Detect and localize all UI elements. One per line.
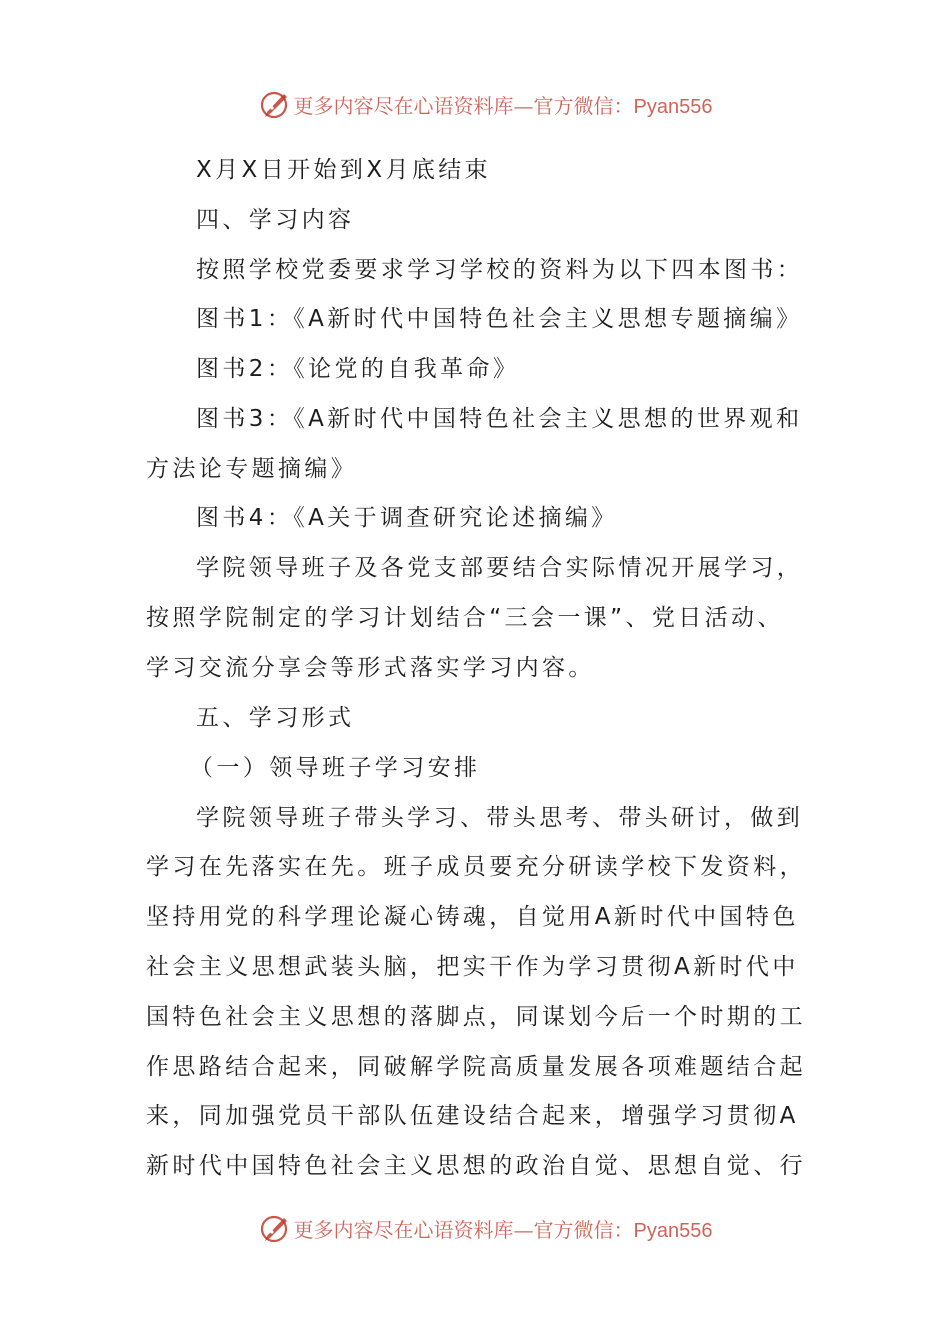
paragraph-line: 学习交流分享会等形式落实学习内容。 [146, 655, 595, 681]
book-item-3: 图书3：《A新时代中国特色社会主义思想的世界观和 [196, 406, 803, 432]
watermark-text [294, 90, 713, 119]
section-heading-4: 四、学习内容 [196, 207, 355, 233]
paragraph-line: 按照学院制定的学习计划结合“三会一课”、党日活动、 [146, 605, 784, 631]
watermark-label: 更多内容尽在心语资料库—官方微信： [293, 93, 634, 118]
pen-in-circle-logo-icon [258, 87, 292, 121]
watermark-content [258, 87, 713, 121]
paragraph-line: 学习在先落实在先。班子成员要充分研读学校下发资料， [146, 854, 806, 880]
book-item-4: 图书4：《A关于调查研究论述摘编》 [196, 505, 618, 531]
paragraph-line: 国特色社会主义思想的落脚点，同谋划今后一个时期的工 [146, 1004, 806, 1030]
subsection-heading-1: （一）领导班子学习安排 [190, 755, 481, 781]
watermark-account: Pyan556 [633, 1219, 713, 1242]
watermark-text [294, 1214, 713, 1243]
paragraph-line: 坚持用党的科学理论凝心铸魂，自觉用A新时代中国特色 [146, 904, 799, 930]
paragraph-line: 学院领导班子及各党支部要结合实际情况开展学习， [196, 555, 804, 581]
section-heading-5: 五、学习形式 [196, 705, 355, 731]
footer-watermark [0, 1208, 950, 1248]
book-item-2: 图书2：《论党的自我革命》 [196, 356, 520, 382]
watermark-account: Pyan556 [633, 95, 713, 118]
header-watermark [0, 84, 950, 124]
book-item-3-continued: 方法论专题摘编》 [146, 456, 358, 482]
paragraph-line: 作思路结合起来，同破解学院高质量发展各项难题结合起 [146, 1054, 806, 1080]
watermark-label: 更多内容尽在心语资料库—官方微信： [293, 1217, 634, 1242]
paragraph-line: 来，同加强党员干部队伍建设结合起来，增强学习贯彻A [146, 1103, 799, 1129]
pen-in-circle-logo-icon [258, 1211, 292, 1245]
paragraph-line: 学院领导班子带头学习、带头思考、带头研讨，做到 [196, 805, 804, 831]
paragraph-line: 社会主义思想武装头脑，把实干作为学习贯彻A新时代中 [146, 954, 799, 980]
text-line-3: 按照学校党委要求学习学校的资料为以下四本图书： [196, 257, 804, 283]
text-line-1: X月X日开始到X月底结束 [196, 157, 492, 183]
book-item-1: 图书1：《A新时代中国特色社会主义思想专题摘编》 [196, 306, 803, 332]
paragraph-line: 新时代中国特色社会主义思想的政治自觉、思想自觉、行 [146, 1153, 806, 1179]
watermark-content [258, 1211, 713, 1245]
